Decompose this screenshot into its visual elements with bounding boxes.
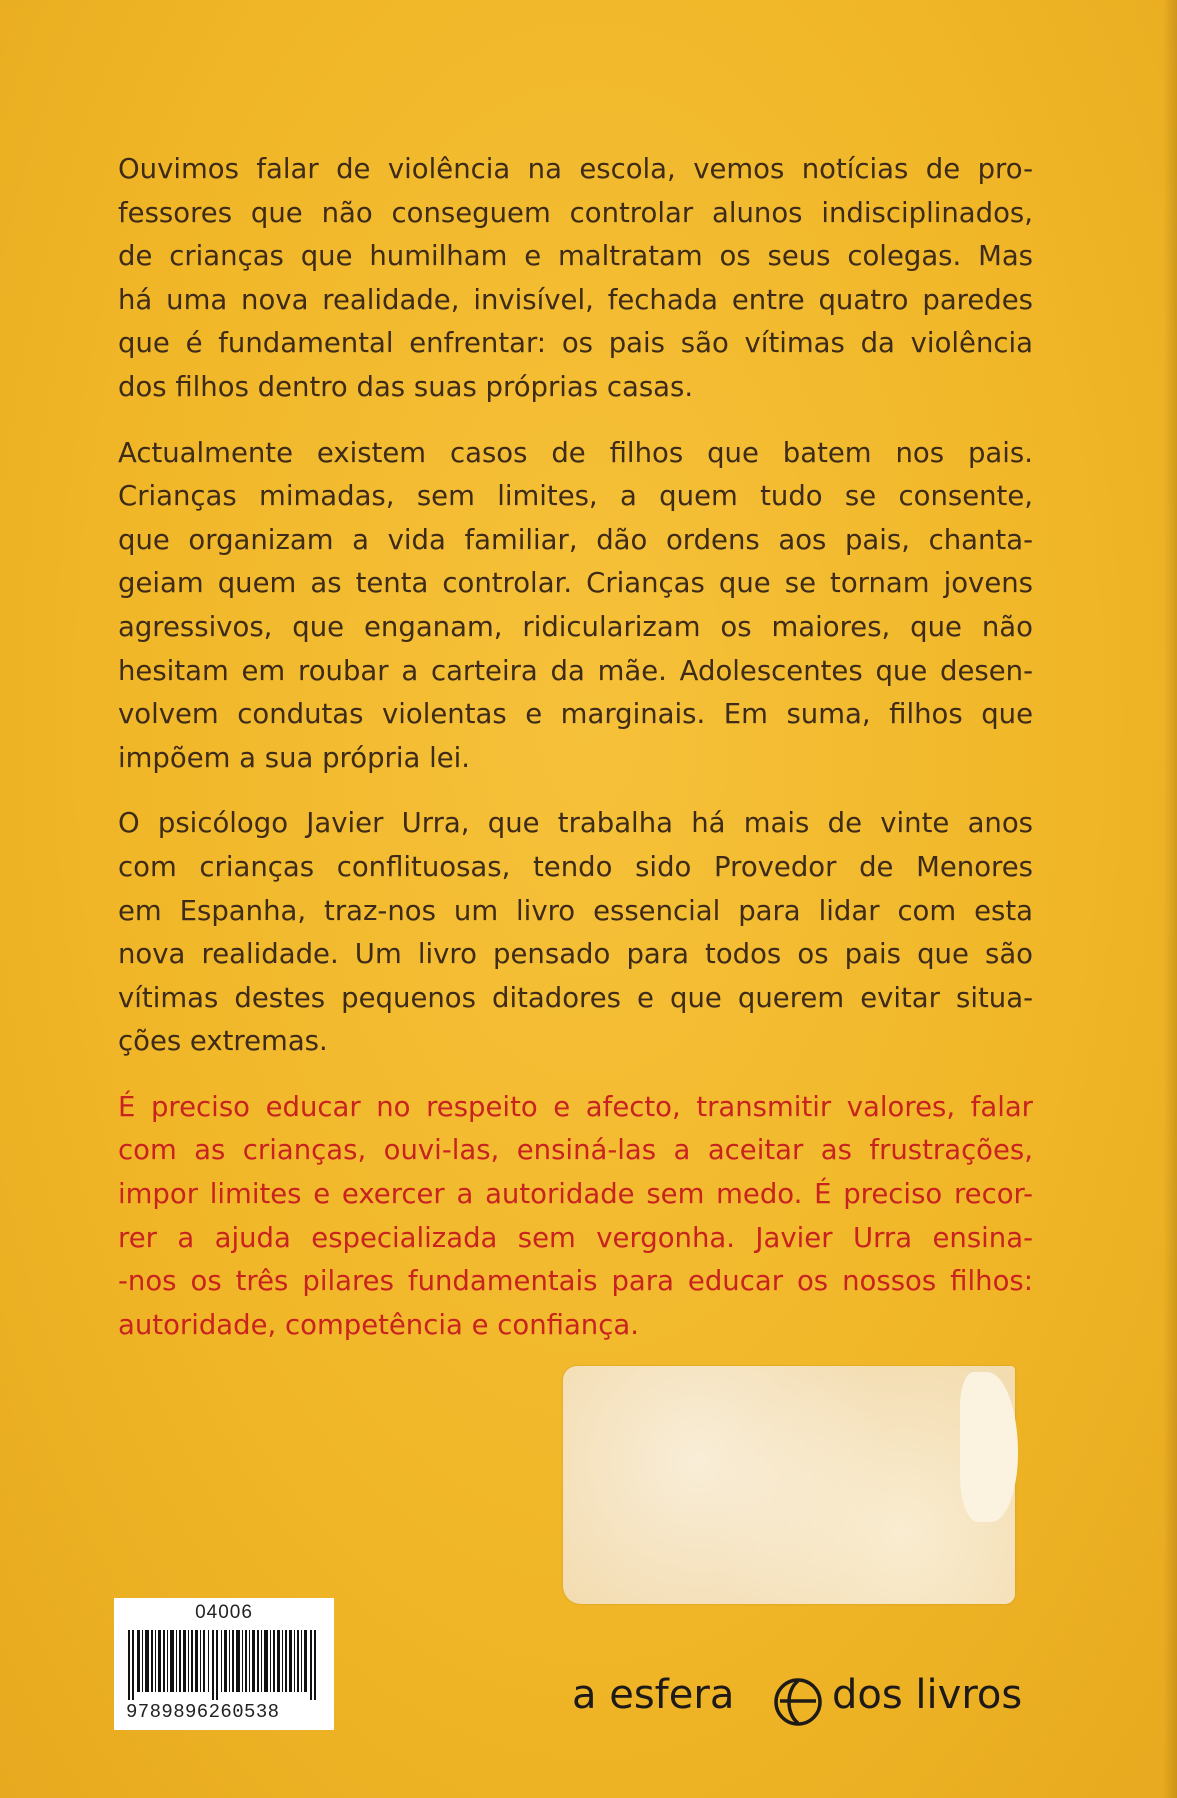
text-line: de crianças que humilham e maltratam os seus colegas. Mas <box>118 240 1033 273</box>
text-line: dos filhos dentro das suas próprias casas. <box>118 370 694 403</box>
publisher-logo <box>570 1672 1040 1732</box>
text-line: com as crianças, ouvi-las, ensiná-las a aceitar as frustrações, <box>118 1134 1033 1167</box>
text-line: autoridade, competência e confiança. <box>118 1308 639 1341</box>
globe-e-icon <box>772 1676 824 1728</box>
text-line: com crianças conflituosas, tendo sido Provedor de Menores <box>118 850 1033 883</box>
price-sticker-residue <box>563 1366 1015 1604</box>
text-line: impor limites e exercer a autoridade sem medo. É preciso recor- <box>118 1178 1033 1211</box>
text-line: fessores que não conseguem controlar alunos indisciplinados, <box>118 196 1033 229</box>
text-line: volvem condutas violentas e marginais. Em suma, filhos que <box>118 698 1033 731</box>
barcode-bars <box>128 1630 320 1700</box>
text-line: ções extremas. <box>118 1025 328 1058</box>
barcode-code: 04006 <box>195 1602 253 1623</box>
text-line: Actualmente existem casos de filhos que batem nos pais. <box>118 436 1033 469</box>
paragraph-4-highlight <box>118 1086 1033 1348</box>
text-line: vítimas destes pequenos ditadores e que querem evitar situa- <box>118 981 1033 1014</box>
publisher-name-left: a esfera <box>572 1672 735 1718</box>
text-line: que organizam a vida familiar, dão ordens aos pais, chanta- <box>118 523 1033 556</box>
barcode-label <box>114 1598 334 1730</box>
text-line: geiam quem as tenta controlar. Crianças que se tornam jovens <box>118 567 1033 600</box>
synopsis-text <box>118 148 1033 1369</box>
text-line: O psicólogo Javier Urra, que trabalha há mais de vinte anos <box>118 807 1033 840</box>
paragraph-1 <box>118 148 1033 410</box>
paragraph-3 <box>118 802 1033 1064</box>
publisher-name-right: dos livros <box>832 1672 1023 1718</box>
text-line: Ouvimos falar de violência na escola, vemos notícias de pro- <box>118 153 1033 185</box>
text-line: hesitam em roubar a carteira da mãe. Adolescentes que desen- <box>118 654 1033 687</box>
text-line: que é fundamental enfrentar: os pais são vítimas da violência <box>118 327 1033 360</box>
text-line: Crianças mimadas, sem limites, a quem tudo se consente, <box>118 480 1033 513</box>
isbn-number: 9789896260538 <box>126 1701 280 1723</box>
text-line: agressivos, que enganam, ridicularizam os maiores, que não <box>118 610 1033 643</box>
text-line: em Espanha, traz-nos um livro essencial para lidar com esta <box>118 894 1033 927</box>
paragraph-2 <box>118 432 1033 781</box>
cover-edge-shadow <box>1163 0 1177 1798</box>
text-line: há uma nova realidade, invisível, fechada entre quatro paredes <box>118 283 1033 316</box>
text-line: nova realidade. Um livro pensado para todos os pais que são <box>118 938 1033 971</box>
text-line: É preciso educar no respeito e afecto, transmitir valores, falar <box>118 1090 1033 1123</box>
text-line: rer a ajuda especializada sem vergonha. Javier Urra ensina- <box>118 1221 1033 1254</box>
text-line: -nos os três pilares fundamentais para educar os nossos filhos: <box>118 1265 1033 1298</box>
text-line: impõem a sua própria lei. <box>118 741 471 774</box>
